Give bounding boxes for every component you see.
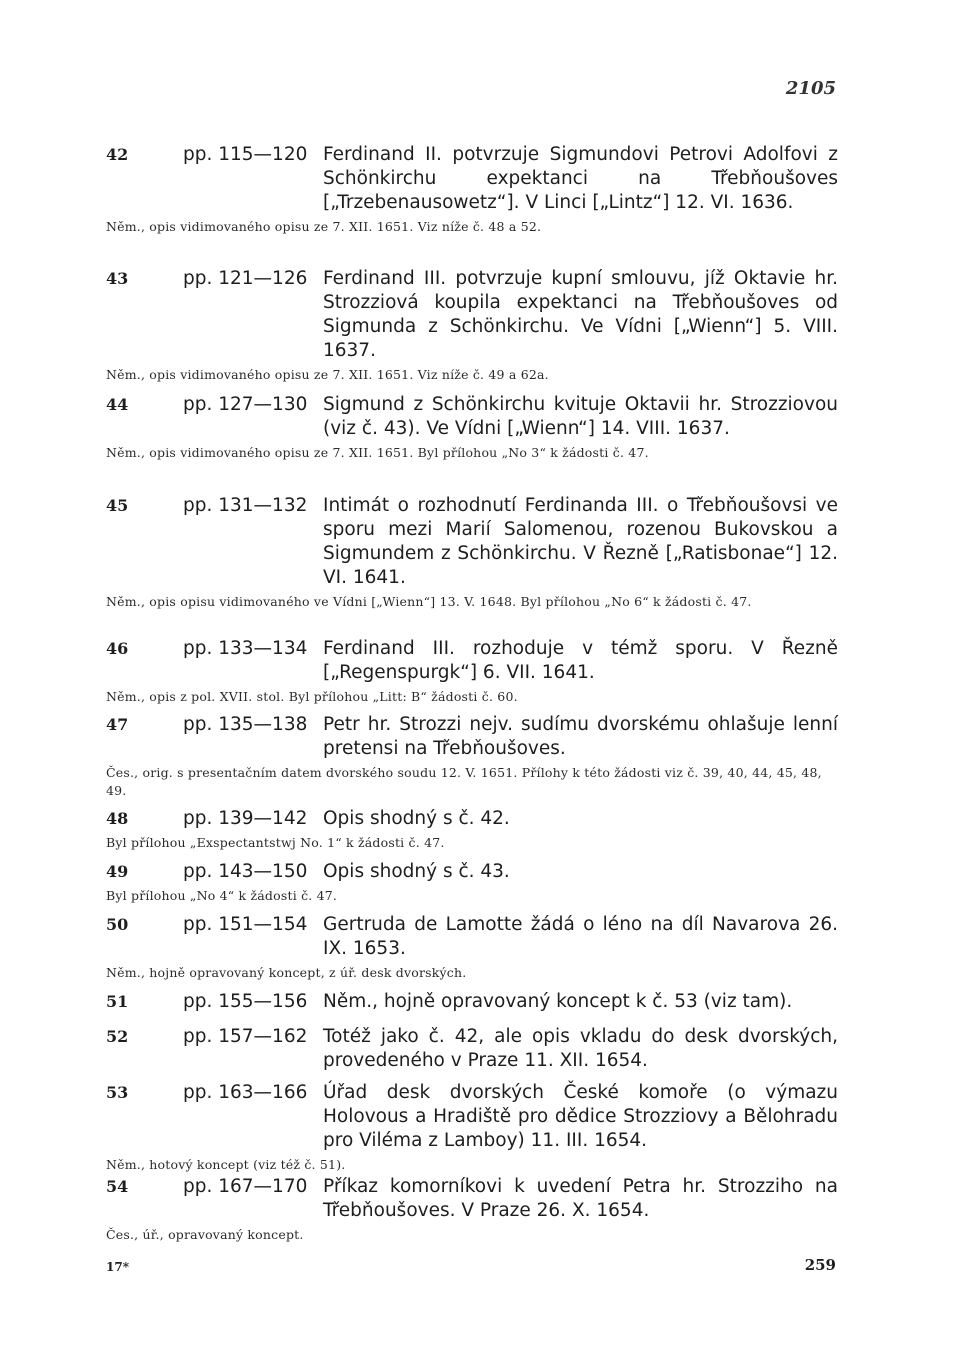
entry-43	[106, 267, 838, 384]
entry-number: 48	[106, 809, 129, 828]
page-range: pp. 139—142	[183, 808, 308, 829]
entry-52	[106, 1025, 838, 1073]
entry-42	[106, 143, 838, 236]
entry-title: Totéž jako č. 42, ale opis vkladu do desk dvorských, provedeného v Praze 11. XII. 1654.	[323, 1026, 838, 1071]
entry-number: 47	[106, 715, 129, 734]
page-range: pp. 133—134	[183, 638, 308, 659]
entry-number: 52	[106, 1027, 129, 1046]
entry-number: 53	[106, 1083, 129, 1102]
page-range: pp. 167—170	[183, 1176, 308, 1197]
entry-note: Něm., opis vidimovaného opisu ze 7. XII. 1651. Viz níže č. 49 a 62a.	[106, 367, 549, 382]
page-range: pp. 163—166	[183, 1082, 308, 1103]
entry-title: Ferdinand II. potvrzuje Sigmundovi Petrovi Adolfovi z Schönkirchu expektanci na Třebňoušoves [„Trzebenausowetz“]. V Linci [„Lintz“] 12. VI. 1636.	[323, 144, 838, 213]
entry-note: Byl přílohou „Exspectantstwj No. 1“ k žádosti č. 47.	[106, 835, 445, 850]
entry-number: 49	[106, 862, 129, 881]
entry-note: Něm., opis opisu vidimovaného ve Vídni [„Wienn“] 13. V. 1648. Byl přílohou „No 6“ k žádosti č. 47.	[106, 594, 752, 609]
entry-title: Ferdinand III. potvrzuje kupní smlouvu, jíž Oktavie hr. Strozziová koupila expektanci na Třebňoušoves od Sigmunda z Schönkirchu. Ve Vídni [„Wienn“] 5. VIII. 1637.	[323, 268, 838, 361]
page-range: pp. 151—154	[183, 914, 308, 935]
entry-title: Opis shodný s č. 42.	[323, 808, 510, 829]
page-range: pp. 131—132	[183, 495, 308, 516]
page-number: 2105	[785, 78, 836, 99]
entry-note: Něm., opis z pol. XVII. stol. Byl přílohou „Litt: B“ žádosti č. 60.	[106, 689, 518, 704]
entry-note: Čes., úř., opravovaný koncept.	[106, 1227, 304, 1242]
entry-46	[106, 637, 838, 706]
page-range: pp. 135—138	[183, 714, 308, 735]
entry-45	[106, 494, 838, 611]
entry-note: Byl přílohou „No 4“ k žádosti č. 47.	[106, 888, 338, 903]
page-range: pp. 143—150	[183, 861, 308, 882]
entry-title: Gertruda de Lamotte žádá o léno na díl Navarova 26. IX. 1653.	[323, 914, 838, 959]
page-range: pp. 127—130	[183, 394, 308, 415]
entry-54	[106, 1175, 838, 1244]
entry-note: Něm., opis vidimovaného opisu ze 7. XII. 1651. Byl přílohou „No 3“ k žádosti č. 47.	[106, 445, 649, 460]
footer-page-number: 259	[804, 1256, 836, 1274]
entry-title: Opis shodný s č. 43.	[323, 861, 510, 882]
entry-title: Úřad desk dvorských České komoře (o výmazu Holovous a Hradiště pro dědice Strozziovy a Bělohradu pro Viléma z Lamboy) 11. III. 1654.	[323, 1082, 838, 1151]
entry-number: 43	[106, 269, 129, 288]
entry-note: Čes., orig. s presentačním datem dvorského soudu 12. V. 1651. Přílohy k této žádosti viz č. 39, 40, 44, 45, 48, 49.	[106, 765, 822, 798]
page-range: pp. 115—120	[183, 144, 308, 165]
entry-47	[106, 713, 838, 800]
entry-note: Něm., hotový koncept (viz též č. 51).	[106, 1157, 346, 1172]
entry-number: 50	[106, 915, 129, 934]
page-range: pp. 121—126	[183, 268, 308, 289]
entry-title: Intimát o rozhodnutí Ferdinanda III. o Třebňoušovsi ve sporu mezi Marií Salomenou, rozenou Bukovskou a Sigmundem z Schönkirchu. V Řezně [„Ratisbonae“] 12. VI. 1641.	[323, 495, 838, 588]
entry-48	[106, 807, 838, 852]
entry-number: 44	[106, 395, 129, 414]
entry-title: Petr hr. Strozzi nejv. sudímu dvorskému ohlašuje lenní pretensi na Třebňoušoves.	[323, 714, 838, 759]
page-range: pp. 157—162	[183, 1026, 308, 1047]
entry-53	[106, 1081, 838, 1174]
signature-mark: 17*	[106, 1260, 129, 1274]
page-range: pp. 155—156	[183, 991, 308, 1012]
entry-number: 45	[106, 496, 129, 515]
entry-51	[106, 990, 838, 1014]
entry-note: Něm., opis vidimovaného opisu ze 7. XII. 1651. Viz níže č. 48 a 52.	[106, 219, 542, 234]
entry-number: 54	[106, 1177, 129, 1196]
entry-title: Něm., hojně opravovaný koncept k č. 53 (viz tam).	[323, 991, 793, 1012]
entry-title: Příkaz komorníkovi k uvedení Petra hr. Strozziho na Třebňoušoves. V Praze 26. X. 1654.	[323, 1176, 838, 1221]
entry-44	[106, 393, 838, 462]
entry-note: Něm., hojně opravovaný koncept, z úř. desk dvorských.	[106, 965, 467, 980]
entry-number: 42	[106, 145, 129, 164]
entry-title: Sigmund z Schönkirchu kvituje Oktavii hr. Strozziovou (viz č. 43). Ve Vídni [„Wienn“] 14. VIII. 1637.	[323, 394, 838, 439]
entry-50	[106, 913, 838, 982]
entry-49	[106, 860, 838, 905]
entry-number: 51	[106, 992, 129, 1011]
entry-number: 46	[106, 639, 129, 658]
entry-title: Ferdinand III. rozhoduje v témž sporu. V Řezně [„Regenspurgk“] 6. VII. 1641.	[323, 638, 838, 683]
